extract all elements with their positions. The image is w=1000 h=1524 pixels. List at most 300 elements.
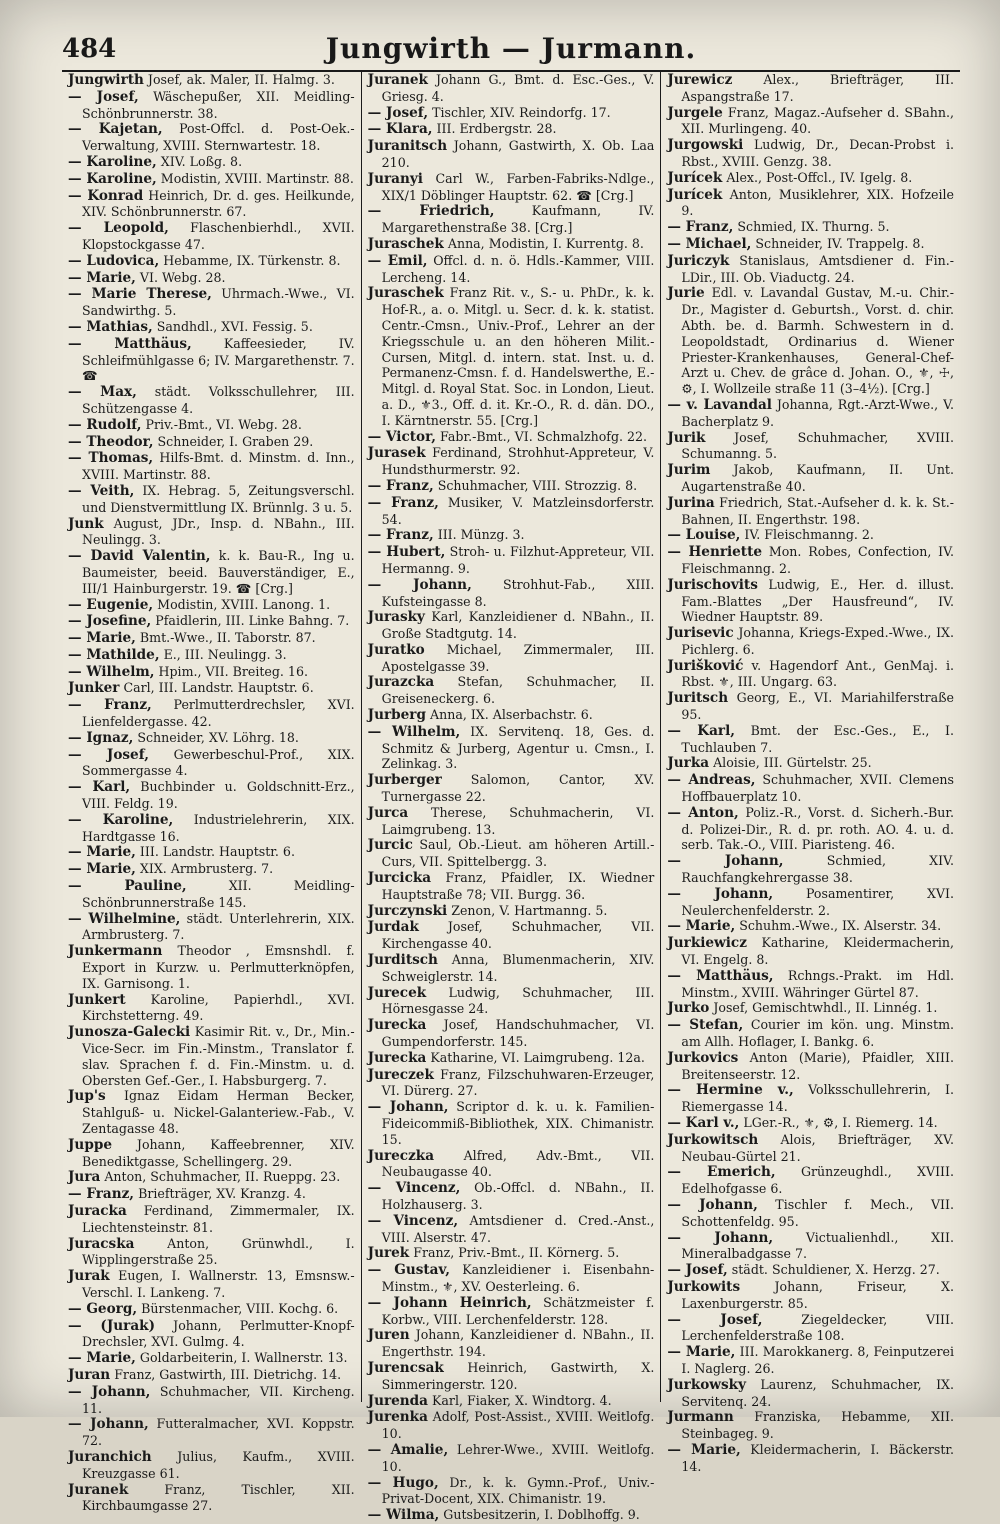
entry-name: — Emerich, (667, 1164, 776, 1181)
directory-entry (667, 1082, 954, 1115)
entry-details: Anna, Modistin, I. Kurrentg. 8. (447, 235, 644, 251)
entry-name: Jureczek (367, 1066, 434, 1083)
entry-details: Julius, Kaufm., XVIII. Kreuzgasse 61. (82, 1448, 355, 1481)
entry-name: — Georg, (68, 1300, 138, 1317)
directory-entry (667, 462, 954, 495)
entry-details: III. Marokkanerg. 8, Feinputzerei I. Naglerg. 26. (681, 1344, 955, 1376)
directory-entry (68, 844, 355, 861)
entry-name: Jurberger (367, 772, 442, 789)
entry-name: — Franz, (667, 219, 734, 236)
directory-entry (68, 943, 355, 991)
directory-entry (68, 697, 355, 730)
entry-name: — Johann, (68, 1416, 149, 1433)
directory-entry (667, 1017, 954, 1050)
directory-entry (368, 674, 655, 707)
entry-name: Jurak (68, 1268, 110, 1285)
entry-name: — Johann, (68, 1383, 151, 1400)
directory-entry (667, 1344, 954, 1377)
entry-details: Alois, Briefträger, XV. Neubau-Gürtel 21. (681, 1131, 954, 1164)
directory-entry (68, 154, 355, 171)
entry-name: Jurazcka (367, 674, 435, 691)
entry-name: — Henriette (667, 544, 763, 561)
entry-details: Kanzleidiener i. Eisenbahn-Minstm., ⚜, XV. Oesterleing. 6. (381, 1262, 655, 1294)
entry-name: — Karl v., (667, 1115, 740, 1131)
entry-details: VI. Webg. 28. (139, 269, 226, 285)
directory-entry (68, 516, 355, 549)
column-middle (362, 72, 662, 1524)
entry-details: Alfred, Adv.-Bmt., VII. Neubaugasse 40. (381, 1147, 655, 1180)
entry-name: Jurasky (367, 609, 425, 626)
entry-details: Briefträger, XV. Kranzg. 4. (138, 1186, 306, 1202)
entry-name: Juranek (68, 1481, 129, 1498)
entry-details: Karl, Kanzleidiener d. NBahn., II. Große Stadtgutg. 14. (381, 609, 655, 642)
directory-entry (68, 1236, 355, 1269)
entry-details: Sandhdl., XVI. Fessig. 5. (156, 318, 313, 334)
directory-entry (368, 1213, 655, 1246)
entry-name: Jurczynski (367, 902, 448, 919)
entry-name: — Leopold, (68, 220, 169, 237)
directory-entry (368, 772, 655, 805)
entry-name: — Mathias, (68, 318, 153, 335)
entry-details: IX. Hebrag. 5, Zeitungsverschl. und Dienstvermittlung IX. Brünnlg. 3 u. 5. (82, 482, 355, 515)
entry-details: Industrielehrerin, XIX. Hardtgasse 16. (82, 811, 355, 844)
entry-name: Jurecek (367, 984, 427, 1001)
entry-name: — Andreas, (667, 772, 756, 789)
directory-entry (667, 690, 954, 723)
directory-entry (368, 544, 655, 577)
entry-name: — Franz, (68, 697, 152, 714)
directory-entry (667, 1409, 954, 1442)
entry-name: — Franz, (367, 477, 434, 494)
directory-entry (368, 285, 655, 428)
entry-details: Anton (Marie), Pfaidler, XIII. Breitenseerstr. 12. (681, 1049, 954, 1082)
entry-details: Dr., k. k. Gymn.-Prof., Univ.-Privat-Docent, XIX. Chimanistr. 19. (381, 1474, 655, 1507)
entry-details: Perlmutterdrechsler, XVI. Lienfeldergasse. 42. (82, 697, 355, 730)
directory-entry (68, 779, 355, 812)
entry-details: Hilfs-Bmt. d. Minstm. d. Inn., XVIII. Martinstr. 88. (82, 450, 355, 483)
directory-entry (667, 72, 954, 105)
entry-details: städt. Volksschullehrer, III. Schützengasse 4. (82, 384, 355, 416)
entry-name: — Louise, (667, 527, 741, 544)
directory-entry (667, 886, 954, 919)
entry-name: Jurícek (667, 169, 723, 186)
entry-name: — Ludovica, (68, 252, 160, 269)
entry-details: Franziska, Hebamme, XII. Steinbageg. 9. (681, 1409, 954, 1442)
directory-entry (368, 72, 655, 105)
entry-details: Futteralmacher, XVI. Koppstr. 72. (82, 1416, 355, 1449)
entry-details: Franz, Pfaidler, IX. Wiedner Hauptstraße 78; VII. Burgg. 36. (381, 870, 655, 902)
directory-entry (667, 1132, 954, 1165)
directory-entry (368, 919, 655, 952)
directory-entry (667, 805, 954, 853)
entry-details: Courier im kön. ung. Minstm. am Allh. Hoflager, I. Bankg. 6. (681, 1017, 955, 1050)
entry-name: Jurkiewicz (667, 935, 747, 952)
entry-details: Schuhm.-Wwe., IX. Alserstr. 34. (739, 918, 942, 934)
directory-entry (368, 1327, 655, 1360)
entry-name: — Marie Therese, (68, 286, 212, 303)
entry-details: Josef, ak. Maler, II. Halmg. 3. (147, 72, 335, 87)
entry-name: — Wilma, (367, 1507, 440, 1524)
directory-entry (368, 105, 655, 122)
entry-name: Juritsch (667, 690, 729, 707)
directory-entry (68, 664, 355, 681)
entry-name: Junk (68, 515, 104, 532)
entry-name: — Michael, (667, 235, 752, 252)
entry-details: Amtsdiener d. Cred.-Anst., VIII. Alserstr. 47. (381, 1212, 655, 1245)
entry-details: Anton, Grünwhdl., I. Wipplingerstraße 25. (82, 1235, 355, 1268)
entry-details: E., III. Neulingg. 3. (163, 646, 287, 662)
entry-details: Mon. Robes, Confection, IV. Fleischmanng. 2. (681, 544, 954, 576)
directory-entry (68, 630, 355, 647)
entry-details: Saul, Ob.-Lieut. am höheren Artill.-Curs, VII. Spittelbergg. 3. (381, 837, 655, 870)
entry-name: Juren (367, 1327, 410, 1344)
running-head: Jungwirth — Jurmann. (325, 32, 697, 65)
directory-entry (667, 137, 954, 170)
entry-name: Jurišković (667, 657, 744, 674)
directory-entry (667, 430, 954, 463)
directory-entry (368, 903, 655, 920)
entry-details: Bmt. der Esc.-Ges., E., I. Tuchlauben 7. (681, 722, 955, 755)
page-number: 484 (62, 34, 117, 64)
entry-details: Tischler f. Mech., VII. Schottenfeldg. 95. (681, 1196, 955, 1229)
entry-name: Jurgele (667, 104, 723, 121)
entry-name: Jurko (667, 1000, 710, 1017)
entry-details: Stroh- u. Filzhut-Appreteur, VII. Hermanng. 9. (381, 544, 655, 576)
entry-name: — Karoline, (68, 153, 157, 170)
directory-entry (68, 270, 355, 287)
directory-entry (667, 935, 954, 968)
entry-details: Salomon, Cantor, XV. Turnergasse 22. (381, 772, 655, 805)
directory-entry (368, 577, 655, 610)
entry-details: Johann, Gastwirth, X. Ob. Laa 210. (381, 138, 655, 170)
entry-details: Flaschenbierhdl., XVII. Klopstockgasse 47. (82, 220, 355, 252)
entry-name: — Johann, (367, 1099, 449, 1116)
directory-entry (368, 495, 655, 528)
entry-name: — Stefan, (667, 1017, 744, 1034)
entry-details: Zenon, V. Hartmanng. 5. (451, 902, 608, 918)
directory-entry (667, 968, 954, 1001)
entry-name: Jurisevic (667, 625, 734, 642)
entry-details: Anton, Schuhmacher, II. Rueppg. 23. (104, 1169, 341, 1185)
entry-details: Jakob, Kaufmann, II. Unt. Augartenstraße 40. (681, 462, 955, 494)
entry-details: Katharine, VI. Laimgrubeng. 12a. (430, 1049, 645, 1065)
entry-details: Anna, Blumenmacherin, XIV. Schweiglerstr. 14. (381, 952, 655, 984)
entry-details: Josef, Gemischtwhdl., II. Linnég. 1. (713, 1000, 938, 1016)
directory-entry (68, 1350, 355, 1367)
entry-name: — Johann, (667, 853, 784, 870)
entry-details: Michael, Zimmermaler, III. Apostelgasse 39. (381, 641, 655, 674)
entry-details: Karl, Fiaker, X. Windtorg. 4. (432, 1392, 612, 1408)
directory-entry (68, 548, 355, 596)
entry-details: IX. Servitenq. 18, Ges. d. Schmitz & Jurberg, Agentur u. Cmsn., I. Zelinkag. 3. (381, 723, 655, 772)
entry-name: Juranek (367, 72, 428, 88)
entry-details: Schuhmacher, VIII. Strozzig. 8. (437, 477, 638, 493)
entry-details: Johann, Perlmutter-Knopf-Drechsler, XVI. Gulmg. 4. (82, 1317, 355, 1350)
entry-details: Stefan, Schuhmacher, II. Greiseneckerg. 6. (381, 674, 655, 707)
entry-name: — Franz, (367, 527, 434, 544)
directory-entry (368, 1507, 655, 1524)
directory-entry (368, 1295, 655, 1328)
directory-entry (368, 1409, 655, 1442)
entry-details: Laurenz, Schuhmacher, IX. Servitenq. 24. (681, 1376, 955, 1409)
entry-name: Jurcic (367, 837, 413, 854)
directory-entry (68, 171, 355, 188)
entry-name: Jurdak (367, 919, 419, 936)
entry-details: Victualienhdl., XII. Mineralbadgasse 7. (681, 1229, 954, 1262)
directory-entry (667, 1164, 954, 1197)
entry-details: Alex., Briefträger, III. Aspangstraße 17. (681, 72, 955, 104)
page-header (62, 30, 960, 72)
entry-name: — Klara, (367, 121, 433, 138)
entry-name: Junker (68, 680, 120, 697)
entry-details: Johann, Kaffeebrenner, XIV. Benediktgasse, Schellingerg. 29. (82, 1136, 355, 1169)
directory-entry (368, 870, 655, 903)
entry-name: Jurkowitsch (667, 1131, 759, 1148)
directory-entry (368, 236, 655, 253)
entry-name: — Karoline, (68, 811, 174, 828)
entry-details: Hebamme, IX. Türkenstr. 8. (163, 252, 341, 268)
entry-name: — Josef, (68, 88, 139, 105)
directory-entry (68, 1482, 355, 1515)
directory-entry (667, 253, 954, 286)
entry-details: Musiker, V. Matzleinsdorferstr. 54. (381, 494, 655, 527)
entry-details: Johanna, Kriegs-Exped.-Wwe., IX. Pichlerg. 6. (681, 625, 955, 657)
directory-entry (667, 1262, 954, 1279)
entry-details: LGer.-R., ⚜, ⚙, I. Riemerg. 14. (743, 1115, 938, 1130)
entry-details: Schmied, IX. Thurng. 5. (737, 219, 890, 235)
directory-entry (667, 236, 954, 253)
entry-name: Jurina (667, 494, 715, 511)
entry-details: Josef, Schuhmacher, XVIII. Schumanng. 5. (681, 429, 955, 462)
entry-details: XIV. Loßg. 8. (160, 153, 243, 169)
entry-details: Schneider, IV. Trappelg. 8. (755, 235, 925, 251)
entry-details: Stanislaus, Amtsdiener d. Fin.-LDir., III. Ob. Viaductg. 24. (681, 252, 955, 285)
directory-entry (68, 861, 355, 878)
entry-name: Juppe (68, 1136, 112, 1153)
entry-name: — Marie, (667, 918, 736, 935)
entry-name: — Eugenie, (68, 596, 154, 613)
directory-entry (667, 918, 954, 935)
entry-details: Volksschullehrerin, I. Riemergasse 14. (681, 1082, 954, 1115)
entry-name: — Vincenz, (367, 1212, 459, 1229)
entry-name: — Ignaz, (68, 729, 134, 746)
entry-details: Karoline, Papierhdl., XVI. Kirchstetterng. 49. (82, 991, 355, 1024)
entry-name: — Wilhelm, (367, 723, 461, 740)
directory-entry (667, 1000, 954, 1017)
directory-entry (368, 1360, 655, 1393)
directory-entry (68, 1088, 355, 1136)
directory-entry (667, 105, 954, 138)
entry-details: Schuhmacher, XVII. Clemens Hoffbauerplatz 10. (681, 772, 954, 805)
directory-entry (68, 188, 355, 221)
directory-entry (667, 658, 954, 691)
entry-details: Franz Rit. v., S.- u. PhDr., k. k. Hof-R., a. o. Mitgl. u. Secr. d. k. k. statist. Centr.-Cmsn., Univ.-Prof., Lehrer an der Kriegsschule u. an den höheren Milit.-Cursen, Mitgl. d. intern. stat. Inst. u. d. Permanenz-Cmsn. f. d. Handelswerthe, E.-Mitgl. d. Royal Stat. Soc. in London, Lieut. a. D., ⚜3., Off. d. it. Kr.-O., R. d. dän. DO., I. Kärntnerstr. 55. [Crg.] (381, 285, 655, 428)
directory-entry (368, 609, 655, 642)
directory-entry (667, 495, 954, 528)
directory-entry (68, 1367, 355, 1384)
directory-entry (368, 707, 655, 724)
directory-entry (368, 1393, 655, 1410)
entry-name: — Wilhelmine, (68, 910, 181, 927)
entry-name: — Matthäus, (68, 335, 192, 352)
entry-details: Ludwig, Schuhmacher, III. Hörnesgasse 24. (381, 984, 655, 1017)
entry-details: Heinrich, Gastwirth, X. Simmeringerstr. 120. (381, 1359, 655, 1392)
directory-entry (68, 253, 355, 270)
entry-name: — Marie, (68, 1350, 136, 1367)
entry-details: Tischler, XIV. Reindorfg. 17. (432, 104, 611, 120)
entry-details: Bürstenmacher, VIII. Kochg. 6. (141, 1300, 339, 1316)
entry-name: Jungwirth (68, 72, 144, 88)
entry-details: Ziegeldecker, VIII. Lerchenfelderstraße 108. (681, 1311, 954, 1344)
entry-details: Friedrich, Stat.-Aufseher d. k. k. St.-Bahnen, II. Engerthstr. 198. (681, 494, 955, 527)
entry-name: Jurkowsky (667, 1376, 746, 1393)
directory-entry (68, 812, 355, 845)
entry-details: v. Hagendorf Ant., GenMaj. i. Rbst. ⚜, III. Ungarg. 63. (681, 657, 954, 690)
directory-entry (68, 1268, 355, 1301)
entry-name: — Johann, (667, 1229, 774, 1246)
directory-entry (667, 527, 954, 544)
entry-details: Scriptor d. k. u. k. Familien-Fideicommiß-Bibliothek, XIX. Chimanistr. 15. (381, 1099, 655, 1147)
directory-entry (68, 384, 355, 417)
entry-name: — Franz, (68, 1186, 135, 1203)
directory-entry (68, 1416, 355, 1449)
entry-name: — Emil, (367, 252, 428, 269)
entry-name: Jup's (68, 1088, 106, 1105)
entry-name: Jurik (667, 429, 706, 446)
directory-entry (368, 203, 655, 236)
entry-details: Gewerbeschul-Prof., XIX. Sommergasse 4. (82, 746, 355, 779)
entry-details: Strohhut-Fab., XIII. Kufsteingasse 8. (381, 576, 655, 609)
directory-entry (368, 253, 655, 286)
entry-name: Juratko (367, 641, 425, 658)
entry-details: Edl. v. Lavandal Gustav, M.-u. Chir.-Dr., Magister d. Geburtsh., Vorst. d. chir. Abth. be. d. Barmh. Schwestern in d. Leopoldstadt, Ordinarius d. Wiener Priester-Krankenhauses, General-Chef-Arzt u. Chev. de grâce d. Johan. O., ⚜, ☩, ⚙, I. Wollzeile straße 11 (3–4½). [Crg.] (681, 285, 955, 397)
entry-details: Ob.-Offcl. d. NBahn., II. Holzhauserg. 3. (381, 1180, 655, 1212)
directory-entry (667, 544, 954, 577)
directory-entry (667, 219, 954, 236)
entry-name: Jurkowits (667, 1278, 741, 1295)
directory-entry (68, 450, 355, 483)
entry-name: Juranchich (68, 1448, 152, 1465)
entry-details: Priv.-Bmt., VI. Webg. 28. (145, 416, 302, 432)
entry-details: Modistin, XVIII. Martinstr. 88. (160, 170, 354, 186)
directory-entry (68, 319, 355, 336)
entry-details: Josef, Schuhmacher, VII. Kirchengasse 40. (381, 919, 655, 952)
entry-name: Jurberg (367, 707, 426, 724)
entry-details: Adolf, Post-Assist., XVIII. Weitlofg. 10. (381, 1409, 655, 1442)
entry-details: städt. Unterlehrerin, XIX. Armbrusterg. 7. (82, 910, 355, 943)
entry-name: — Mathilde, (68, 646, 160, 663)
entry-details: Schuhmacher, VII. Kircheng. 11. (82, 1383, 355, 1416)
entry-details: Franz, Gastwirth, III. Dietrichg. 14. (114, 1366, 342, 1382)
directory-entry (368, 1262, 655, 1295)
directory-entry (68, 89, 355, 122)
directory-entry (368, 138, 655, 171)
entry-name: Jurewicz (667, 72, 733, 88)
entry-details: Johann G., Bmt. d. Esc.-Ges., V. Griesg. 4. (381, 72, 655, 104)
entry-details: III. Münzg. 3. (437, 527, 525, 543)
entry-details: Poliz.-R., Vorst. d. Sicherh.-Bur. d. Polizei-Dir., R. d. pr. roth. AO. 4. u. d. serb. Tak.-O., VIII. Piaristeng. 46. (681, 804, 955, 853)
directory-entry (667, 1197, 954, 1230)
entry-name: — Johann Heinrich, (367, 1294, 532, 1311)
entry-details: k. k. Bau-R., Ing u. Baumeister, beeid. Bauverständiger, E., III/1 Hainburgerstr. 19. ☎ [Crg.] (82, 548, 355, 596)
directory-entry (667, 1442, 954, 1475)
entry-name: — Franz, (367, 494, 439, 511)
entry-details: IV. Fleischmanng. 2. (744, 527, 874, 543)
entry-details: Gutsbesitzerin, I. Doblhoffg. 9. (443, 1507, 640, 1523)
entry-name: — David Valentin, (68, 548, 211, 565)
directory-columns (62, 72, 960, 1524)
directory-entry (667, 1230, 954, 1263)
entry-details: Ludwig, Dr., Decan-Probst i. Rbst., XVIII. Genzg. 38. (681, 137, 955, 169)
entry-details: Franz, Priv.-Bmt., II. Körnerg. 5. (413, 1245, 620, 1261)
directory-entry (68, 1301, 355, 1318)
directory-entry (667, 187, 954, 220)
entry-name: Junkermann (68, 943, 163, 960)
entry-details: Schneider, I. Graben 29. (157, 433, 314, 449)
directory-entry (368, 1099, 655, 1147)
column-left (62, 72, 362, 1514)
entry-details: städt. Schuldiener, X. Herzg. 27. (731, 1262, 940, 1278)
entry-name: — Josef, (667, 1311, 763, 1328)
entry-details: Theodor , Emsnshdl. f. Export in Kurzw. u. Perlmutterknöpfen, IX. Garnisong. 1. (82, 943, 355, 991)
entry-name: — Karoline, (68, 170, 157, 187)
directory-entry (368, 1475, 655, 1508)
directory-entry (368, 1148, 655, 1181)
entry-details: August, JDr., Insp. d. NBahn., III. Neulingg. 3. (82, 515, 355, 548)
entry-name: Jurenka (367, 1409, 428, 1426)
entry-details: Therese, Schuhmacherin, VI. Laimgrubeng. 13. (381, 804, 655, 837)
entry-details: Kasimir Rit. v., Dr., Min.-Vice-Secr. im Fin.-Minstm., Translator f. slav. Sprachen f. d. Fin.-Minstm. u. d. Obersten Gef.-Ger., I. Habsburgerg. 7. (82, 1024, 355, 1088)
entry-name: — Karl, (68, 779, 131, 796)
entry-details: Rchngs.-Prakt. im Hdl. Minstm., XVIII. Währinger Gürtel 87. (681, 967, 955, 1000)
entry-name: Juranyi (367, 170, 423, 187)
entry-details: Fabr.-Bmt., VI. Schmalzhofg. 22. (440, 428, 648, 444)
entry-name: — Marie, (667, 1441, 741, 1458)
directory-entry (667, 577, 954, 625)
directory-entry (68, 1186, 355, 1203)
directory-entry (667, 170, 954, 187)
entry-details: Heinrich, Dr. d. ges. Heilkunde, XIV. Schönbrunnerstr. 67. (82, 187, 355, 220)
entry-name: — Matthäus, (667, 967, 774, 984)
entry-details: Ignaz Eidam Herman Becker, Stahlguß- u. Nickel-Galanteriew.-Fab., V. Zentagasse 48. (82, 1088, 355, 1136)
column-right (661, 72, 960, 1474)
directory-entry (68, 730, 355, 747)
entry-name: — Josefine, (68, 613, 152, 630)
entry-name: Jurditsch (367, 952, 438, 969)
directory-entry (368, 1245, 655, 1262)
directory-entry (68, 1318, 355, 1351)
directory-entry (68, 483, 355, 516)
directory-entry (368, 1017, 655, 1050)
entry-name: — Rudolf, (68, 416, 142, 433)
directory-entry (68, 1169, 355, 1186)
directory-entry (68, 1203, 355, 1236)
entry-details: XII. Meidling-Schönbrunnerstraße 145. (82, 878, 355, 910)
entry-details: Eugen, I. Wallnerstr. 13, Emsnsw.-Verschl. I. Lankeng. 7. (82, 1268, 355, 1300)
directory-entry (368, 1050, 655, 1067)
entry-name: Juraschek (367, 235, 444, 252)
entry-name: Jurgowski (667, 137, 744, 154)
directory-entry (368, 985, 655, 1018)
entry-details: Alex., Post-Offcl., IV. Igelg. 8. (726, 169, 913, 185)
entry-name: Jurim (667, 462, 711, 479)
directory-entry (667, 1312, 954, 1345)
entry-details: Modistin, XVIII. Lanong. 1. (157, 596, 331, 612)
entry-name: — Marie, (667, 1344, 736, 1361)
entry-name: Jurmann (667, 1409, 734, 1426)
entry-details: Grünzeughdl., XVIII. Edelhofgasse 6. (681, 1164, 955, 1197)
entry-name: Jurenda (367, 1392, 428, 1409)
